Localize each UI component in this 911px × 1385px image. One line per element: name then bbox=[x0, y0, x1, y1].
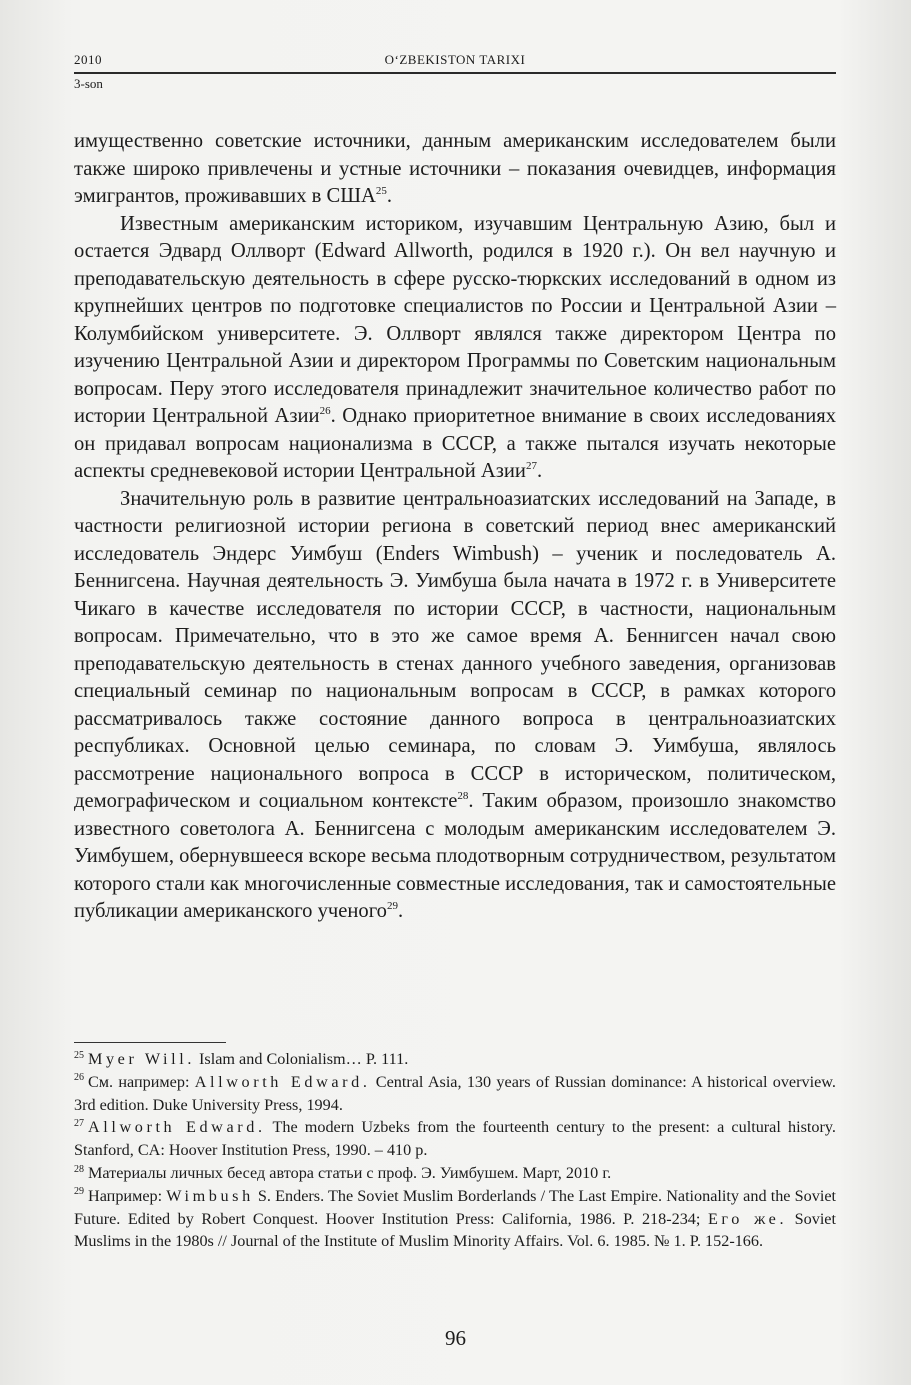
paragraph-1: имущественно советские источники, данным американским исследователем были также широко привлечены и устные источники – показания очевидцев, информация эмигрантов, проживавших в США$^{25}$. bbox=[74, 130, 836, 207]
footnote-ref: 27 bbox=[525, 460, 537, 473]
running-header bbox=[74, 46, 836, 74]
footnote-ref: 26 bbox=[319, 405, 331, 418]
footnote-29: $^{29}$ Например: Wimbush S. Enders. The Soviet Muslim Borderlands / The Last Empire. Nationality and the Soviet Future. Edited by Robert Conquest. Hoover Institution Press: California, 1986. P. 218-234; Его же. Soviet Muslims in the 1980s // Journal of the Institute of Muslim Minority Affairs. Vol. 6. 1985. № 1. P. 152-166. bbox=[74, 1186, 837, 1251]
paragraph-2: Известным американским историком, изучавшим Центральную Азию, был и остается Эдвард Оллворт (Edward Allworth, родился в 1920 г.). Он вел научную и преподавательскую деятельность в сфере русско-тюркских исследований в одном из крупнейших центров по подготовке специалистов по России и Центральной Азии – Колумбийском университете. Э. Оллворт являлся также директором Центра по изучению Центральной Азии и директором Программы по Советским национальным вопросам. Перу этого исследователя принадлежит значительное количество работ по истории Центральной Азии$^{26}$. Однако приоритетное внимание в своих исследованиях он придавал вопросам национализма в СССР, а также пытался изучать некоторые аспекты средневековой истории Центральной Азии$^{27}$. bbox=[74, 212, 837, 482]
footnote-25: $^{25}$ Myer Will. Islam and Colonialism… P. 111. bbox=[74, 1049, 409, 1068]
footnotes bbox=[74, 1048, 836, 1253]
footnote-divider bbox=[74, 1042, 226, 1043]
page-number: 96 bbox=[445, 1326, 466, 1350]
header-journal-title: O‘ZBEKISTON TARIXI bbox=[384, 52, 526, 67]
footnote-26: $^{26}$ См. например: Allworth Edward. Central Asia, 130 years of Russian dominance: A historical overview. 3rd edition. Duke University Press, 1994. bbox=[74, 1072, 836, 1114]
footnote-ref: 29 bbox=[386, 900, 398, 913]
header-year: 2010 bbox=[74, 52, 102, 67]
footnote-ref: 28 bbox=[457, 790, 469, 803]
paragraph-3: Значительную роль в развитие центральноазиатских исследований на Западе, в частности религиозной истории региона в советский период внес американский исследователь Эндерс Уимбуш (Enders Wimbush) – ученик и последователь А. Беннигсена. Научная деятельность Э. Уимбуша была начата в 1972 г. в Университете Чикаго в качестве исследователя по истории СССР, в частности, национальным вопросам. Примечательно, что в это же самое время А. Беннигсен начал свою преподавательскую деятельность в стенах данного учебного заведения, организовав специальный семинар по национальным вопросам в СССР, в рамках которого рассматривалось также состояние данного вопроса в центральноазиатских республиках. Основной целью семинара, по словам Э. Уимбуша, являлось рассмотрение национального вопроса в СССР в историческом, политическом, демографическом и социальном контексте$^{28}$. Таким образом, произошло знакомство известного советолога А. Беннигсена с молодым американским исследователем Э. Уимбушем, обернувшееся вскоре весьма плодотворным сотрудничеством, результатом которого стали как многочисленные совместные исследования, так и самостоятельные публикации американского ученого$^{29}$. bbox=[74, 487, 836, 922]
article-body bbox=[74, 128, 836, 926]
header-issue: 3-son bbox=[74, 76, 103, 91]
footnote-27: $^{27}$ Allworth Edward. The modern Uzbeks from the fourteenth century to the present: a cultural history. Stanford, CA: Hoover Institution Press, 1990. – 410 p. bbox=[74, 1118, 836, 1160]
footnote-ref: 25 bbox=[375, 185, 387, 198]
footnote-28: $^{28}$ Материалы личных бесед автора статьи с проф. Э. Уимбушем. Март, 2010 г. bbox=[74, 1163, 612, 1182]
